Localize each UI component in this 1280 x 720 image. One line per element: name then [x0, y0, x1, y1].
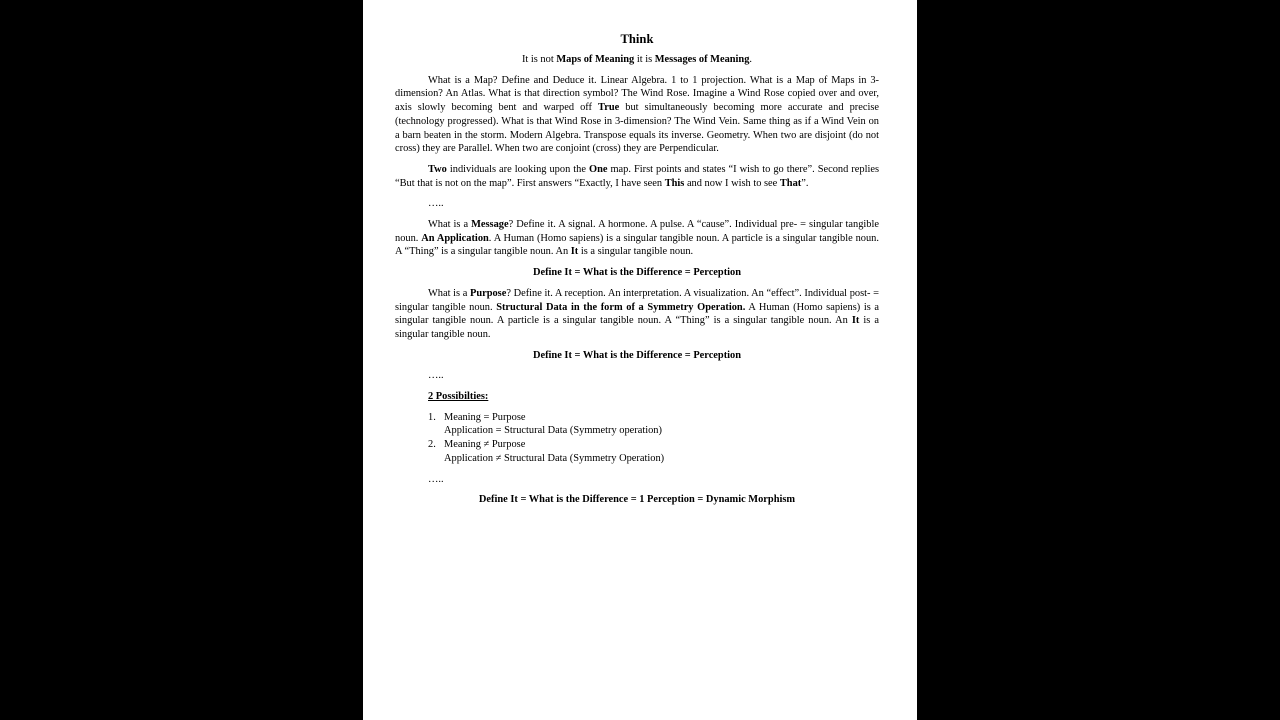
- paragraph-text: What is a: [428, 287, 470, 299]
- document-page: [363, 0, 917, 720]
- list-item-line: Meaning ≠ Purpose: [444, 439, 526, 451]
- paragraph-text: . A Human (Homo sapiens) is a singular tangible noun. A particle is a singular tangible noun. A “Thing” is a singular tangible noun. An: [395, 232, 879, 258]
- define-heading: Define It = What is the Difference = Perception: [532, 349, 742, 361]
- paragraph-text: individuals are looking upon the: [446, 163, 589, 175]
- list-item: [428, 411, 879, 438]
- paragraph-bold: That: [779, 177, 802, 189]
- paragraph-bold: True: [598, 102, 620, 114]
- subtitle-line: [395, 53, 879, 67]
- paragraph-purpose: [395, 287, 879, 342]
- ellipsis-separator: …..: [428, 473, 444, 485]
- list-item: [428, 438, 879, 465]
- list-item-number: 2.: [428, 439, 436, 451]
- paragraph-text: but simultaneously becoming more accurate and precise (technology progressed). What is that Wind Rose in 3-dimension? The Wind Vein. Same thing as if a Wind Vein on a barn beaten in the storm. Modern Algebra. Transpose equals its inverse. Geometry. When two are disjoint (do not cross) they are Parallel. When two are conjoint (cross) they are Perpendicular.: [395, 102, 879, 155]
- paragraph-bold: Two: [428, 163, 447, 175]
- ellipsis-separator: …..: [428, 198, 444, 210]
- paragraph-map: [395, 74, 879, 156]
- paragraph-bold: Message: [471, 219, 509, 231]
- define-heading: Define It = What is the Difference = Perception: [532, 267, 742, 279]
- possibilities-heading: 2 Possibilties:: [428, 391, 489, 403]
- possibilities-list: [428, 411, 879, 466]
- list-item-line: Application = Structural Data (Symmetry operation): [444, 425, 662, 437]
- subtitle-text: it is: [634, 54, 655, 65]
- document-content: [395, 31, 879, 514]
- paragraph-bold: One: [588, 163, 608, 175]
- paragraph-bold: An Application: [421, 232, 489, 244]
- paragraph-text: What is a Map? Define and Deduce it. Linear Algebra. 1 to 1 projection. What is a Map of Maps in 3-dimension? An Atlas. What is that direction symbol? The Wind Rose. Imagine a Wind Rose copied over and over, axis slowly becoming bent and warped off: [395, 74, 879, 114]
- subtitle-text: .: [749, 54, 753, 65]
- list-item-number: 1.: [428, 411, 436, 423]
- subtitle-text: It is not: [521, 54, 557, 65]
- list-item-line: Meaning = Purpose: [444, 411, 526, 423]
- paragraph-bold: It: [851, 315, 860, 327]
- paragraph-two-individuals: [395, 163, 879, 190]
- paragraph-message: [395, 218, 879, 259]
- paragraph-text: is a singular tangible noun.: [395, 315, 879, 340]
- paragraph-text: is a singular tangible noun.: [578, 246, 694, 258]
- final-heading: Define It = What is the Difference = 1 Perception = Dynamic Morphism: [478, 494, 796, 506]
- paragraph-bold: This: [664, 177, 685, 189]
- paragraph-text: ? Define it. A reception. An interpretation. A visualization. An “effect”. Individual post- = singular tangible noun.: [395, 287, 879, 313]
- paragraph-text: ? Define it. A signal. A hormone. A pulse. A “cause”. Individual pre- = singular tangible noun.: [395, 219, 880, 244]
- paragraph-text: map. First points and states “I wish to go there”. Second replies “But that is not on the map”. First answers “Exactly, I have seen: [395, 163, 879, 189]
- paragraph-bold: Purpose: [469, 287, 507, 299]
- paragraph-bold: Structural Data in the form of a Symmetry Operation.: [496, 301, 746, 313]
- subtitle-bold: Messages of Meaning: [654, 54, 750, 65]
- subtitle-bold: Maps of Meaning: [556, 54, 635, 65]
- paragraph-text: and now I wish to see: [684, 177, 780, 189]
- list-item-line: Application ≠ Structural Data (Symmetry Operation): [444, 452, 665, 464]
- document-title: Think: [620, 32, 654, 46]
- paragraph-text: ”.: [801, 177, 809, 189]
- ellipsis-separator: …..: [428, 370, 444, 382]
- paragraph-bold: It: [570, 246, 579, 258]
- paragraph-text: What is a: [428, 219, 472, 231]
- paragraph-text: A Human (Homo sapiens) is a singular tangible noun. A particle is a singular tangible noun. A “Thing” is a singular tangible noun. An: [395, 301, 879, 327]
